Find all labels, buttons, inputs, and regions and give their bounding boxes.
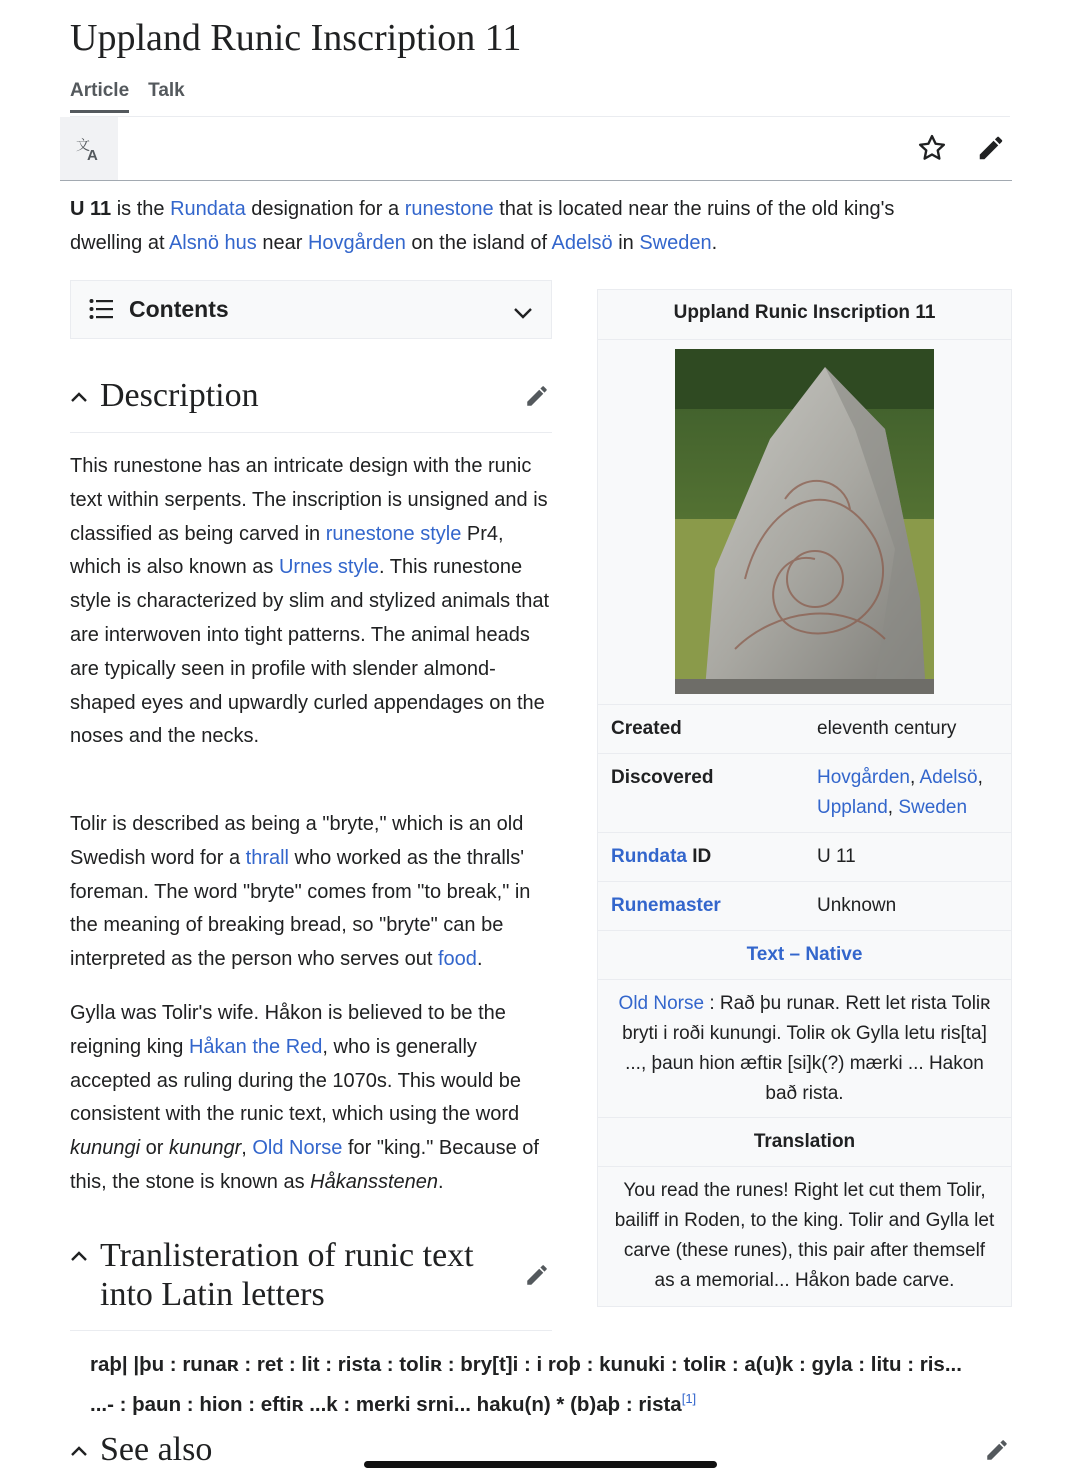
lead-text: that is located near the ruins of the old king's dwelling at [70,198,895,254]
lead-text: is the [111,198,171,220]
para-text: , [241,1137,253,1160]
para-text: Tolir is described as being a "bryte," which is an old Swedish word for a [70,813,524,869]
para-text: , who is generally accepted as ruling during the 1070s. This would be consistent with the runic text, which using the word [70,1035,522,1126]
svg-text:文: 文 [76,137,90,154]
infobox-row-translation-header [598,1117,1011,1167]
translit-runes: raþ| |þu : runaʀ : ret : lit : rista : toliʀ : bry[t]i : i roþ : kunuki : toliʀ : a(u)k : gyla : litu : ris... ...- : þaun : hion : eftiʀ ...k : merki srni... haku(n) * (b)aþ : rista [90,1353,962,1416]
link-runemaster[interactable]: Runemaster [611,895,721,916]
native-text [612,989,997,1109]
chevron-up-icon[interactable] [70,1247,88,1265]
link-alsno-hus[interactable]: Alsnö hus [168,232,257,254]
description-paragraph-3 [70,997,555,1200]
transliteration-text [90,1348,990,1422]
pencil-icon[interactable] [984,1437,1010,1463]
pencil-icon[interactable] [524,1262,550,1288]
link-old-norse[interactable]: Old Norse [618,993,705,1014]
section-title-description: Description [100,377,259,414]
native-inscription: : Rað þu runaʀ. Rett let rista Toliʀ bryti i roði kunungi. Toliʀ ok Gylla letu ris[ta] ..., þaun hion æftiʀ [si]k(?) mærki ... Hakon bað rista. [622,993,991,1104]
link-sweden[interactable]: Sweden [639,232,712,254]
infobox-row-text-native [598,930,1011,980]
lead-text: in [612,232,640,254]
svg-text:A: A [87,146,98,162]
runestone-image[interactable] [675,349,934,694]
created-value: eleventh century [817,718,957,739]
translation-label: Translation [753,1131,856,1152]
infobox-row-rundata [598,832,1011,882]
lead-text: on the island of [405,232,552,254]
page-toolbar [60,117,1012,181]
chevron-up-icon[interactable] [70,388,88,406]
link-text-native[interactable]: Text – Native [746,944,863,965]
link-urnes-style[interactable]: Urnes style [278,556,380,579]
infobox-row-native-text [598,979,1011,1118]
reference-link[interactable]: [1] [681,1391,697,1406]
description-paragraph-2 [70,808,555,977]
link-sweden[interactable]: Sweden [898,797,968,818]
link-runestone-style[interactable]: runestone style [325,522,462,545]
tab-article[interactable]: Article [70,80,129,113]
table-of-contents[interactable] [70,280,552,339]
section-header-transliteration[interactable] [70,1232,552,1331]
para-italic: kunungi [70,1137,141,1160]
translate-icon [75,136,103,162]
lead-paragraph [70,192,970,260]
para-text: . This runestone style is characterized by slim and stylized animals that are interwoven into tight patterns. The animal heads are typically seen in profile with slender almond-shaped eyes and upwardly curled appendages on the noses and the necks. [70,556,550,748]
para-italic: Håkansstenen [310,1170,439,1193]
description-paragraph-1 [70,450,555,754]
para-text: or [140,1137,169,1160]
section-header-description[interactable] [70,368,552,433]
pencil-icon[interactable] [976,133,1006,163]
para-text: . [476,948,483,971]
language-button[interactable] [60,117,118,180]
separator: , [887,797,899,818]
discovered-label: Discovered [611,767,714,788]
section-title-see-also: See also [100,1431,213,1468]
list-icon [89,298,113,320]
lead-bold-subject: U 11 [70,198,112,220]
toc-label: Contents [129,296,229,322]
separator: , [909,767,920,788]
para-text: Gylla was Tolir's wife. Håkon is believed to be the reigning king [70,1002,506,1058]
infobox-row-created [598,704,1011,754]
link-hakan-the-red[interactable]: Håkan the Red [188,1035,323,1058]
infobox-caption: Uppland Runic Inscription 11 [673,302,936,323]
rundata-id-suffix: ID [687,846,712,867]
tab-talk[interactable]: Talk [148,80,185,101]
lead-text: near [256,232,308,254]
chevron-down-icon[interactable] [513,306,533,320]
para-italic: kunungr [168,1137,242,1160]
para-text: who worked as the thralls' foreman. The word "bryte" comes from "to break," in the meaning of breaking bread, so "bryte" can be interpreted as the person who serves out [70,846,531,971]
infobox [597,289,1012,1307]
infobox-row-translation [598,1166,1011,1307]
infobox-image-row [598,339,1011,705]
star-icon[interactable] [917,133,947,163]
infobox-row-discovered [598,753,1011,833]
pencil-icon[interactable] [524,383,550,409]
link-old-norse[interactable]: Old Norse [252,1137,343,1160]
created-label: Created [611,718,682,739]
lead-text: . [711,232,718,254]
chevron-up-icon[interactable] [70,1442,88,1460]
link-thrall[interactable]: thrall [245,846,289,869]
section-title-transliteration: Tranlisteration of runic text into Latin letters [100,1237,474,1313]
link-hovgarden[interactable]: Hovgården [817,767,910,788]
link-adelso[interactable]: Adelsö [551,232,613,254]
page-tabs [70,80,185,113]
link-rundata[interactable]: Rundata [170,198,246,220]
rundata-label [611,846,711,868]
link-hovgarden[interactable]: Hovgården [307,232,406,254]
para-text: for "king." Because of this, the stone is known as [70,1137,539,1193]
separator: , [977,767,983,788]
infobox-row-runemaster [598,881,1011,931]
para-text: . [438,1170,444,1193]
link-adelso[interactable]: Adelsö [919,767,978,788]
home-indicator[interactable] [364,1461,717,1468]
runemaster-value: Unknown [817,895,897,916]
page-title: Uppland Runic Inscription 11 [70,17,522,59]
link-rundata[interactable]: Rundata [611,846,687,867]
lead-text: designation for a [245,198,405,220]
section-header-see-also[interactable] [70,1426,1010,1478]
rundata-value: U 11 [817,846,856,867]
discovered-value [817,763,1002,823]
para-text: Pr4, which is also known as [70,522,504,579]
link-food[interactable]: food [438,948,477,971]
link-uppland[interactable]: Uppland [817,797,888,818]
link-runestone[interactable]: runestone [404,198,494,220]
para-text: This runestone has an intricate design with the runic text within serpents. The inscription is unsigned and is classified as being carved in [70,455,548,545]
translation-text: You read the runes! Right let cut them Tolir, bailiff in Roden, to the king. Tolir and Gylla let carve (these runes), this pair after themself as a memorial... Håkon bade carve. [614,1180,995,1291]
